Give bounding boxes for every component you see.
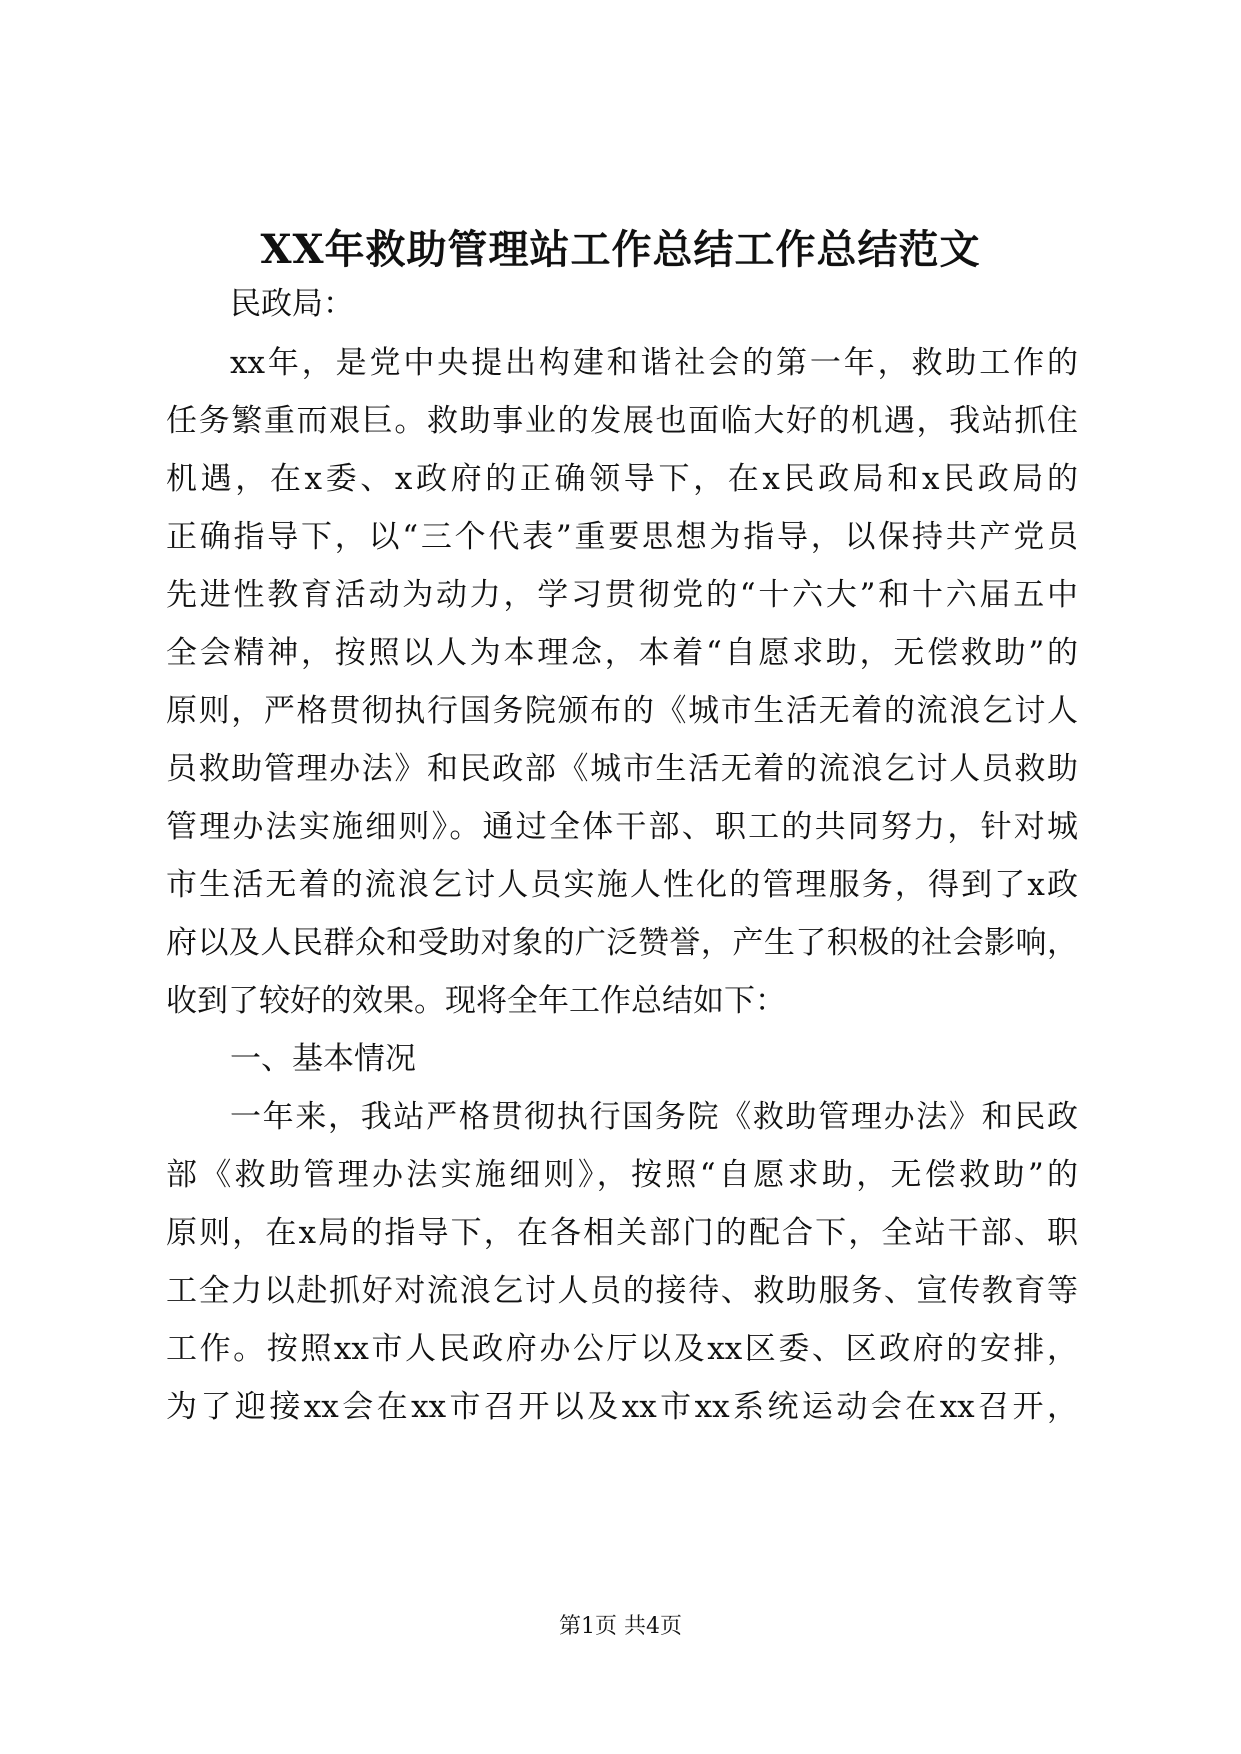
paragraph-1-line: xx年，是党中央提出构建和谐社会的第一年，救助工作的 (230, 345, 1078, 381)
paragraph-2-line: 工全力以赴抓好对流浪乞讨人员的接待、救助服务、宣传教育等 (166, 1273, 1078, 1309)
paragraph-1-line: 府以及人民群众和受助对象的广泛赞誉，产生了积极的社会影响， (166, 925, 1078, 961)
paragraph-2-line: 部《救助管理办法实施细则》，按照“自愿求助，无偿救助”的 (166, 1157, 1078, 1193)
paragraph-1-line: 管理办法实施细则》。通过全体干部、职工的共同努力，针对城 (166, 809, 1078, 845)
paragraph-2-line: 为了迎接xx会在xx市召开以及xx市xx系统运动会在xx召开， (166, 1389, 1078, 1425)
paragraph-1-line: 市生活无着的流浪乞讨人员实施人性化的管理服务，得到了x政 (166, 867, 1078, 903)
section-1-heading: 一、基本情况 (230, 1041, 416, 1077)
page-footer: 第1页 共4页 (559, 1614, 682, 1639)
paragraph-2-line: 一年来，我站严格贯彻执行国务院《救助管理办法》和民政 (230, 1099, 1078, 1135)
document-title: XX年救助管理站工作总结工作总结范文 (260, 226, 981, 273)
paragraph-1-line: 任务繁重而艰巨。救助事业的发展也面临大好的机遇，我站抓住 (166, 403, 1078, 439)
paragraph-1-line: 收到了较好的效果。现将全年工作总结如下： (166, 983, 786, 1019)
paragraph-1-line: 员救助管理办法》和民政部《城市生活无着的流浪乞讨人员救助 (166, 751, 1078, 787)
paragraph-1-line: 正确指导下，以“三个代表”重要思想为指导，以保持共产党员 (166, 519, 1078, 555)
salutation: 民政局： (230, 286, 354, 322)
paragraph-1-line: 先进性教育活动为动力，学习贯彻党的“十六大”和十六届五中 (166, 577, 1078, 613)
paragraph-1-line: 原则，严格贯彻执行国务院颁布的《城市生活无着的流浪乞讨人 (166, 693, 1078, 729)
paragraph-1-line: 全会精神，按照以人为本理念，本着“自愿求助，无偿救助”的 (166, 635, 1078, 671)
paragraph-1-line: 机遇，在x委、x政府的正确领导下，在x民政局和x民政局的 (166, 461, 1078, 497)
paragraph-2-line: 工作。按照xx市人民政府办公厅以及xx区委、区政府的安排， (166, 1331, 1078, 1367)
paragraph-2-line: 原则，在x局的指导下，在各相关部门的配合下，全站干部、职 (166, 1215, 1078, 1251)
